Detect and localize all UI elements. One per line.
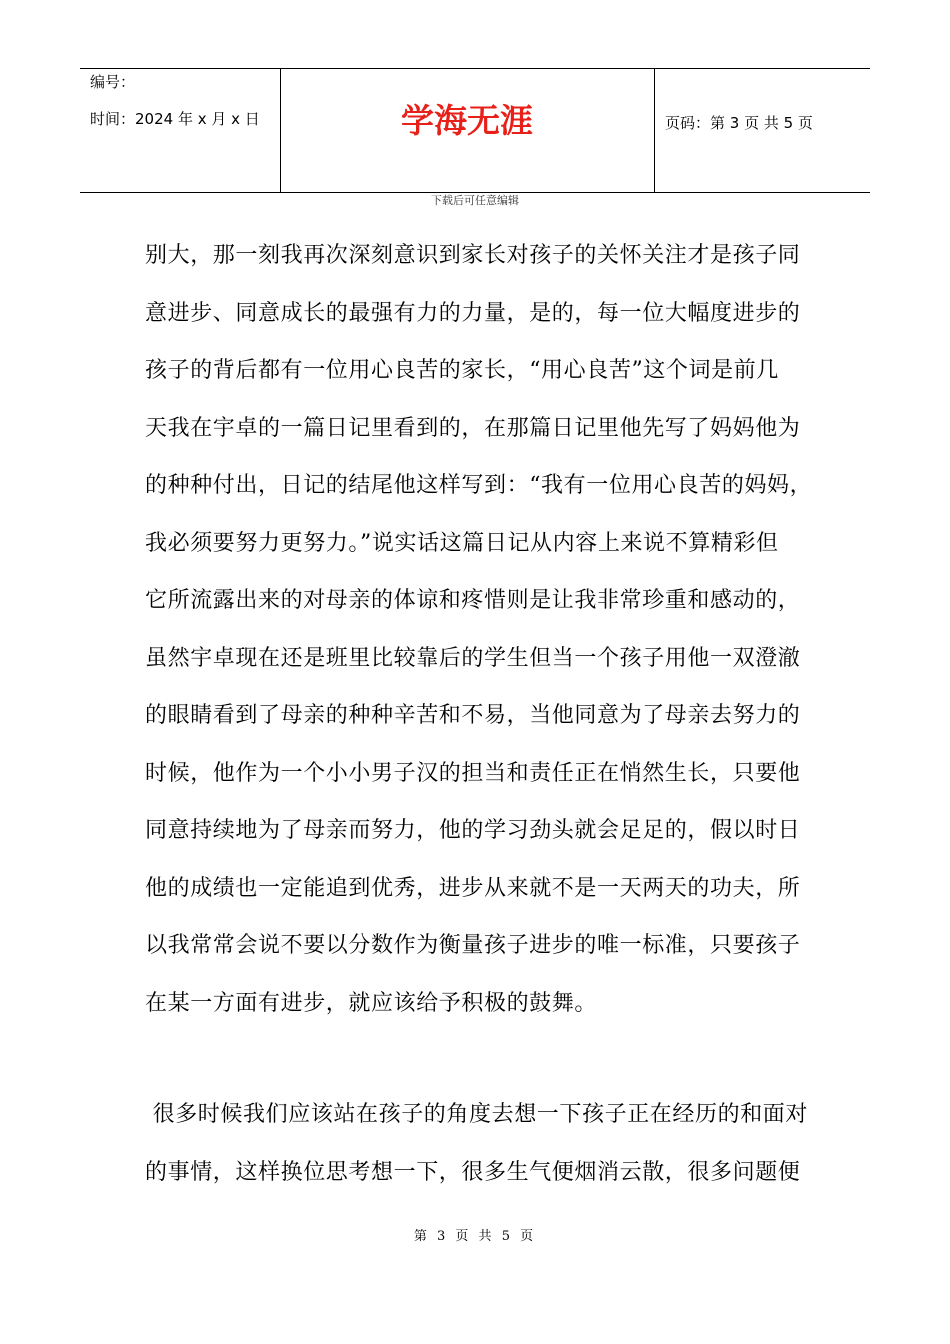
text-line: 以我常常会说不要以分数作为衡量孩子进步的唯一标准，只要孩子	[145, 933, 801, 958]
paragraph-1	[145, 227, 813, 1032]
text-line: 的事情，这样换位思考想一下，很多生气便烟消云散，很多问题便	[145, 1159, 801, 1185]
header-table	[80, 68, 870, 193]
text-line: 别大，那一刻我再次深刻意识到家长对孩子的关怀关注才是孩子同	[145, 243, 801, 268]
text-line: 孩子的背后都有一位用心良苦的家长，“用心良苦”这个词是前几	[145, 358, 779, 383]
text-line: 很多时候我们应该站在孩子的角度去想一下孩子正在经历的和面对	[145, 1102, 808, 1127]
text-line: 在某一方面有进步，就应该给予积极的鼓舞。	[145, 990, 598, 1016]
edit-note: 下载后可任意编辑	[431, 194, 519, 207]
header-page-label: 页码：第 3 页 共 5 页	[665, 114, 813, 132]
document-number-label: 编号：	[90, 73, 136, 91]
text-line: 我必须要努力更努力。”说实话这篇日记从内容上来说不算精彩但	[145, 530, 779, 556]
text-line: 的眼睛看到了母亲的种种辛苦和不易，当他同意为了母亲去努力的	[145, 703, 801, 728]
paragraph-2	[145, 1086, 813, 1201]
page-footer: 第 3 页 共 5 页	[413, 1229, 537, 1244]
text-line: 天我在宇卓的一篇日记里看到的，在那篇日记里他先写了妈妈他为	[145, 415, 801, 441]
document-time-label: 时间：2024 年 x 月 x 日	[90, 110, 260, 128]
text-line: 时候，他作为一个小小男子汉的担当和责任正在悄然生长，只要他	[145, 760, 801, 786]
text-line: 意进步、同意成长的最强有力的力量，是的，每一位大幅度进步的	[145, 300, 801, 326]
text-line: 他的成绩也一定能追到优秀，进步从来就不是一天两天的功夫，所	[145, 875, 801, 901]
text-line: 的种种付出，日记的结尾他这样写到：“我有一位用心良苦的妈妈，	[145, 473, 813, 498]
text-line: 虽然宇卓现在还是班里比较靠后的学生但当一个孩子用他一双澄澈	[145, 645, 801, 671]
header-divider	[654, 69, 655, 192]
text-line: 同意持续地为了母亲而努力，他的学习劲头就会足足的，假以时日	[145, 818, 801, 843]
header-title: 学海无涯	[401, 101, 533, 140]
text-line: 它所流露出来的对母亲的体谅和疼惜则是让我非常珍重和感动的，	[145, 588, 801, 613]
